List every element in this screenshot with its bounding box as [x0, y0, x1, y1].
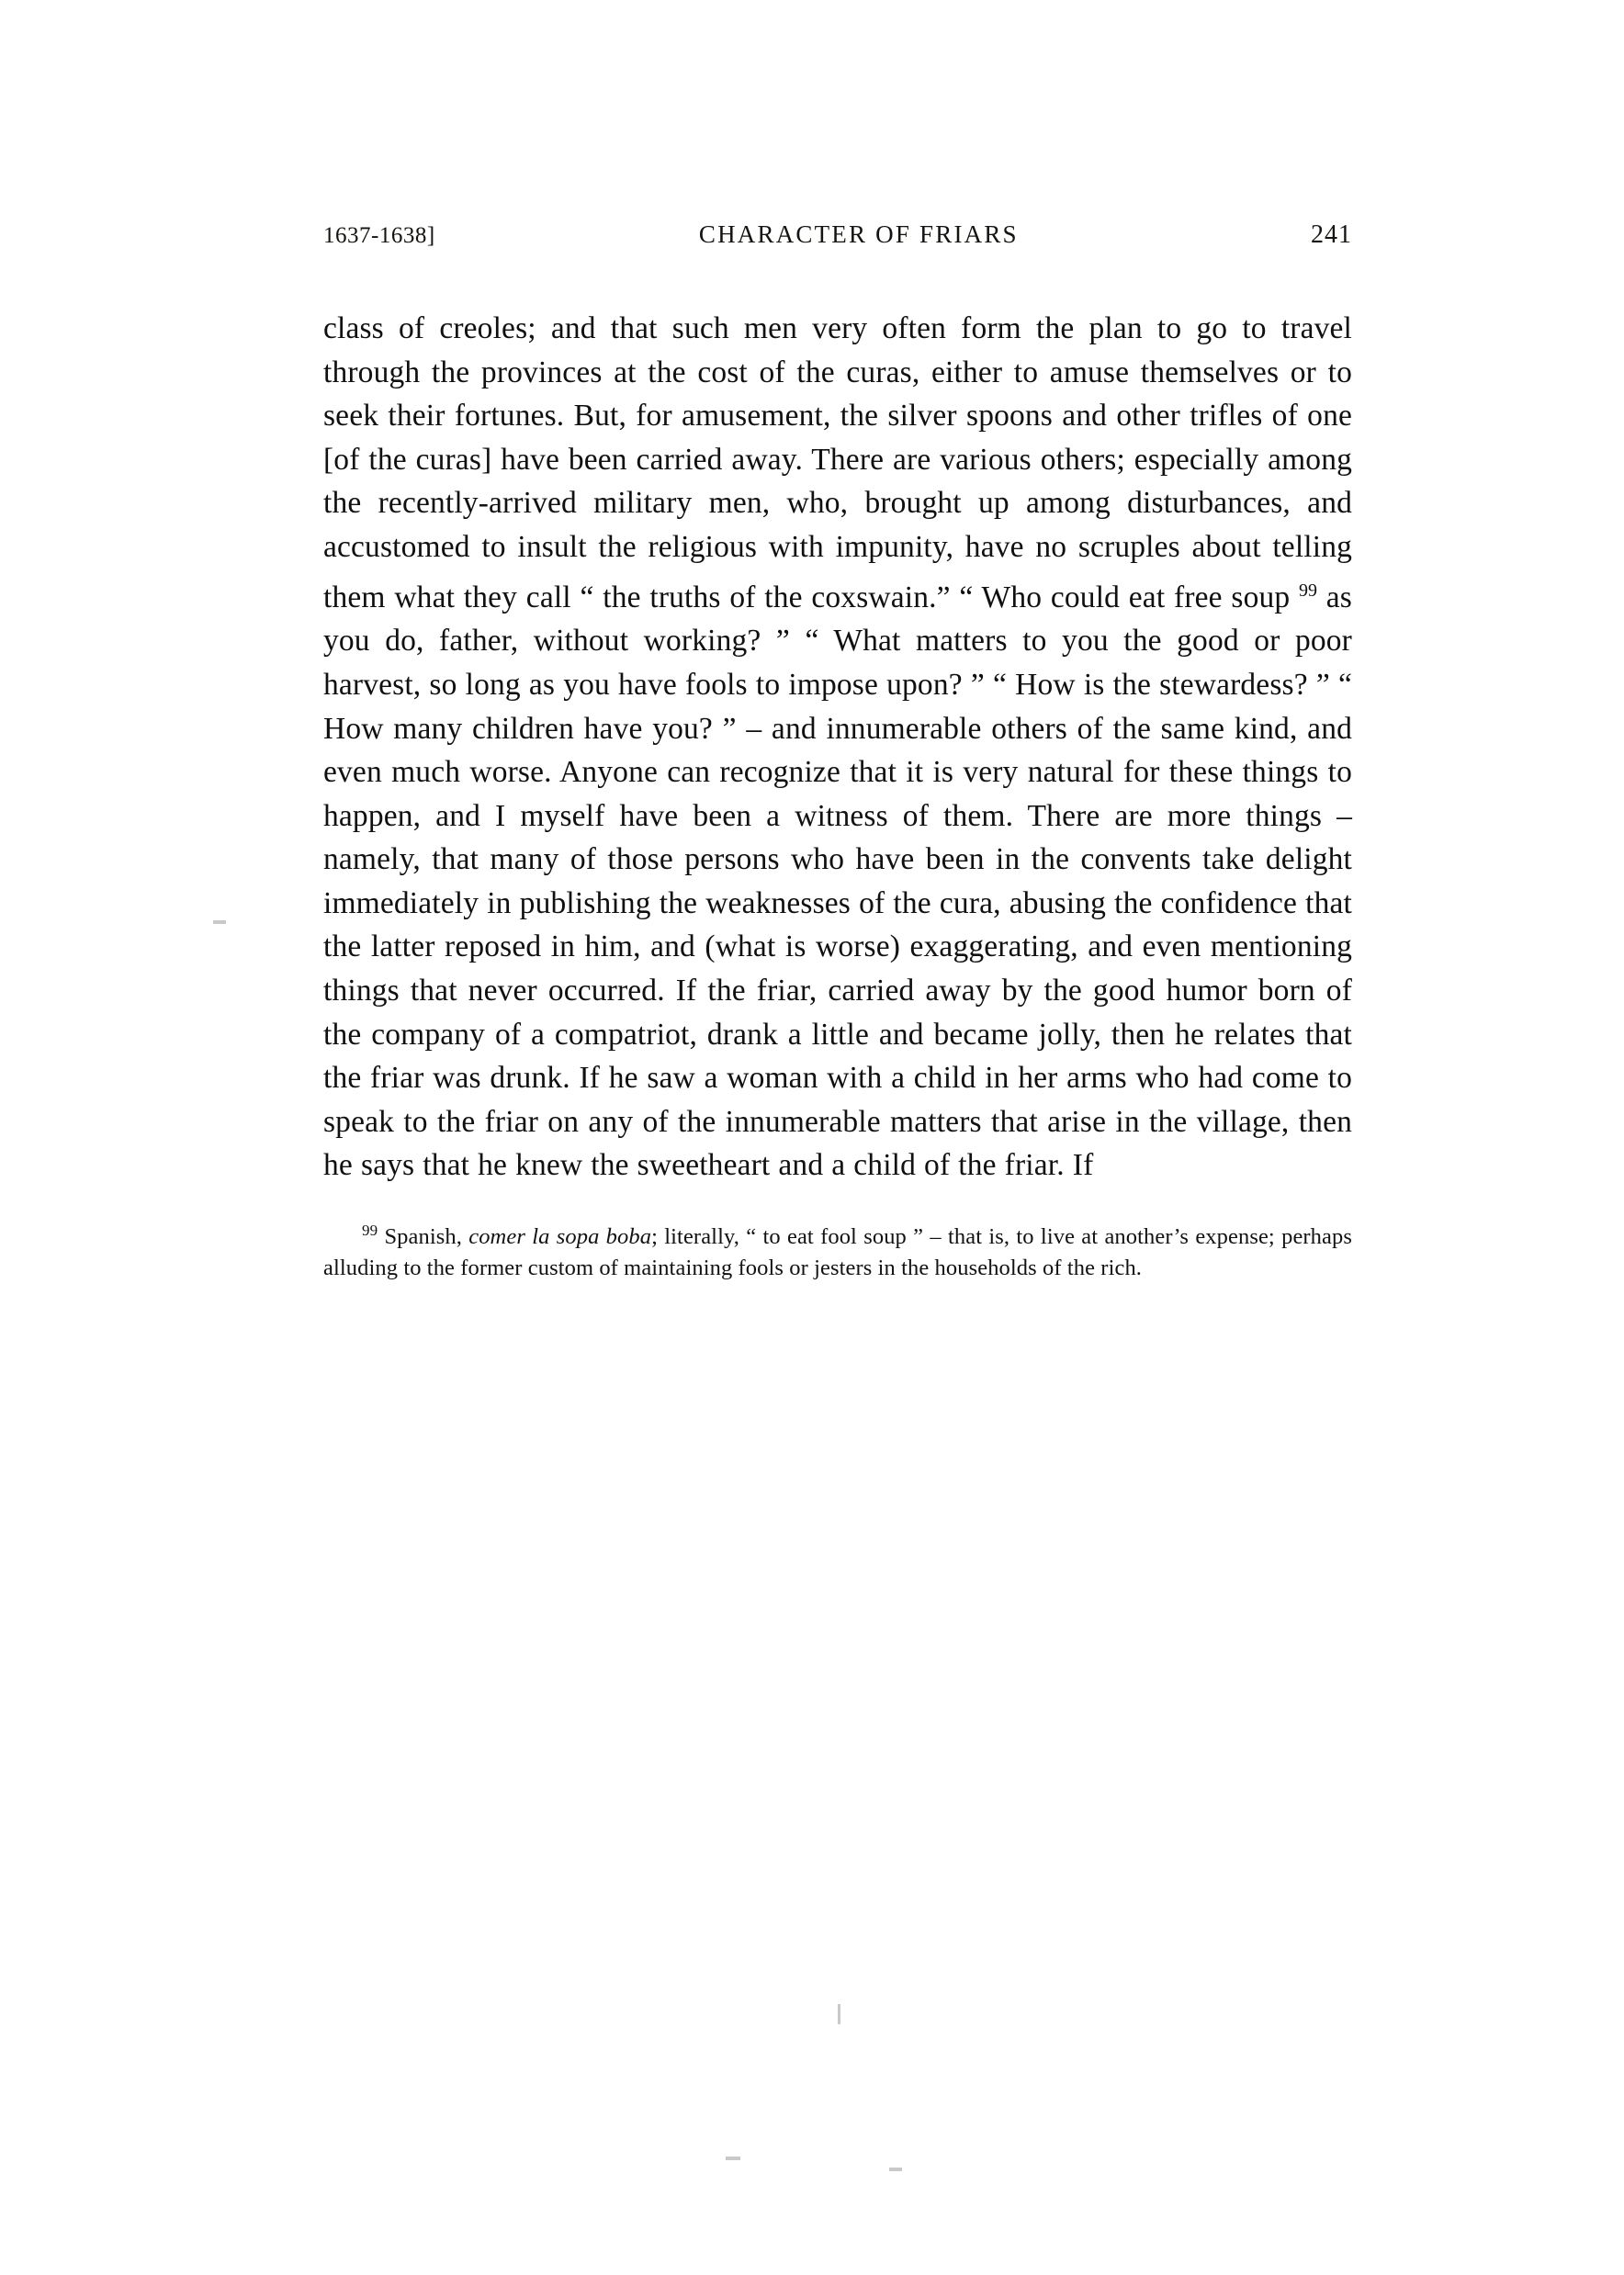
- footnote-marker: 99: [362, 1222, 378, 1240]
- scan-speck-bottom-left: [726, 2157, 740, 2160]
- running-head: [323, 220, 1352, 250]
- footnote-reference-marker: 99: [1299, 580, 1318, 601]
- footnote-text-part-1: Spanish,: [378, 1224, 469, 1250]
- scan-speck-footnote: [838, 2004, 840, 2024]
- body-text: [323, 307, 1352, 1188]
- running-head-title: CHARACTER OF FRIARS: [698, 220, 1019, 248]
- body-paragraph-part-1: class of creoles; and that such men very often form the plan to go to travel through the provinces at the cost of the curas, either to amuse themselves or to seek their fortunes. But, for amusement, the silver spoons and other trifles of one [of the curas] have been carried away. There are various others; especially among the recently-arrived military men, who, brought up among disturbances, and accustomed to insult the religious with impunity, have no scruples about telling them what they call “ the truths of the coxswain.” “ Who could eat free soup: [323, 311, 1352, 614]
- page-content: [323, 220, 1352, 1283]
- running-head-date-range: 1637-1638]: [323, 223, 435, 248]
- page-number: 241: [1311, 220, 1352, 249]
- footnote: [323, 1215, 1352, 1283]
- footnote-italic-phrase: comer la sopa boba: [468, 1224, 652, 1250]
- body-paragraph-part-2: as you do, father, without working? ” “ What matters to you the good or poor harvest, so long as you have fools to impose upon? ” “ How is the stewardess? ” “ How many children have you? ” – and innumerable others of the same kind, and even much worse. Anyone can recognize that it is very natural for these things to happen, and I myself have been a witness of them. There are more things – namely, that many of those persons who have been in the convents take delight immediately in publishing the weaknesses of the cura, abusing the confidence that the latter reposed in him, and (what is worse) exaggerating, and even mentioning things that never occurred. If the friar, carried away by the good humor born of the company of a compatriot, drank a little and became jolly, then he relates that the friar was drunk. If he saw a woman with a child in her arms who had come to speak to the friar on any of the innumerable matters that arise in the village, then he says that he knew the sweetheart and a child of the friar. If: [323, 580, 1352, 1183]
- body-paragraph: [323, 307, 1352, 1188]
- scan-speck-bottom-right: [889, 2168, 902, 2171]
- scan-speck-left-margin: [213, 920, 226, 924]
- footnote-text-part-2: ; literally, “ to eat fool soup ” – that is, to live at another’s expense; perhaps alluding to the former custom of maintaining fools or jesters in the households of the rich.: [323, 1224, 1352, 1280]
